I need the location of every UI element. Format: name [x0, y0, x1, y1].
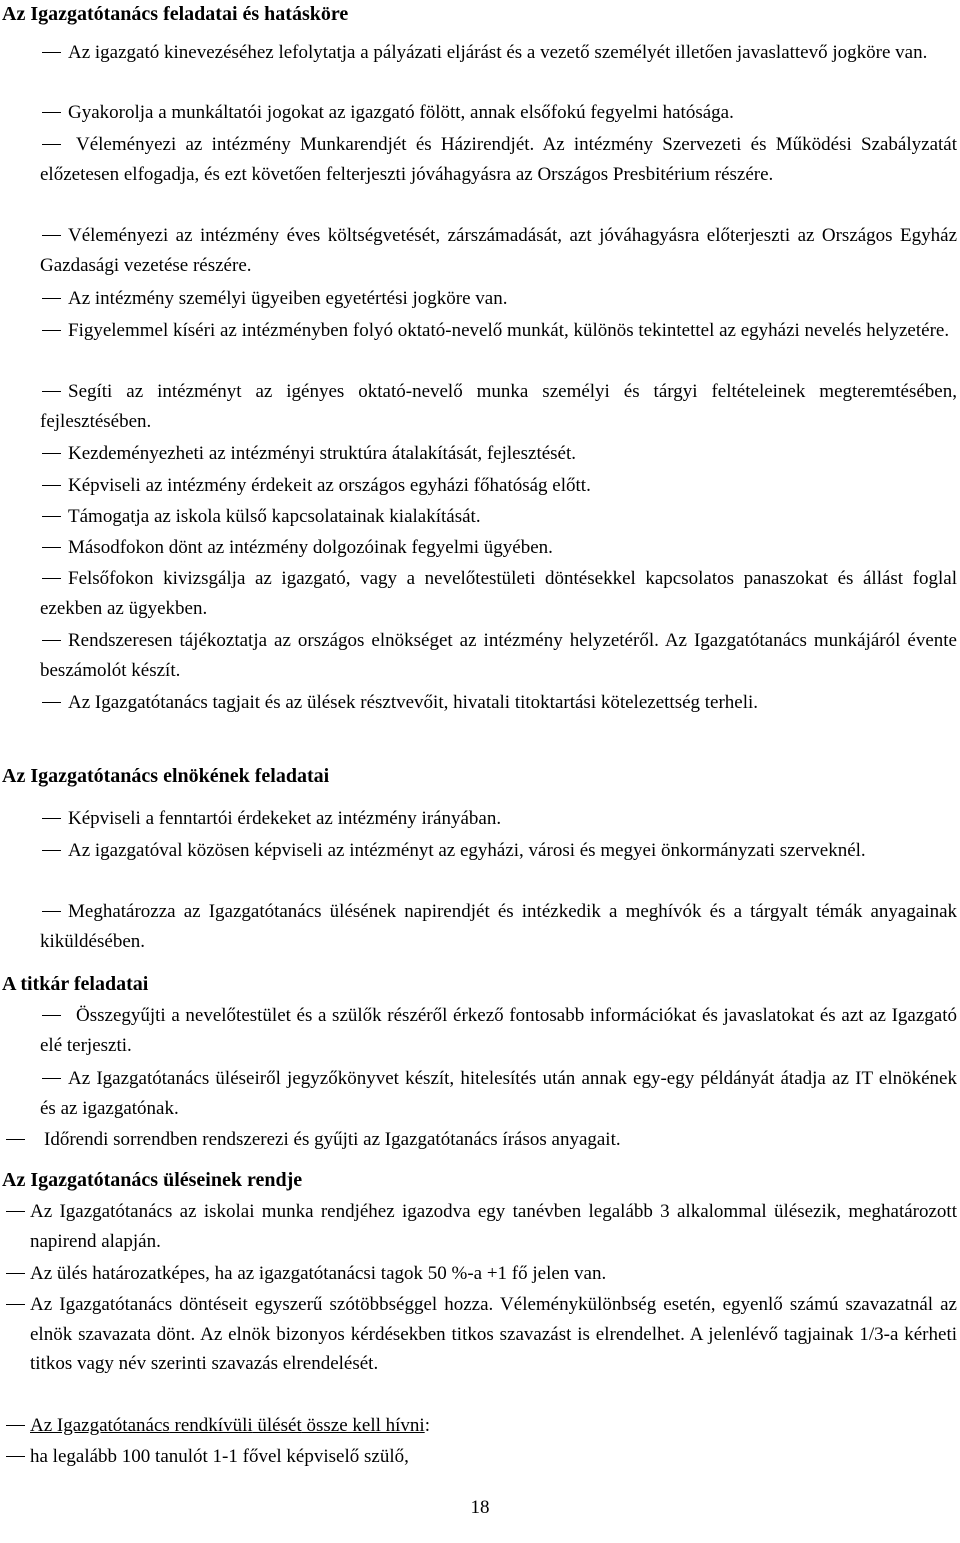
list-item: Időrendi sorrendben rendszerezi és gyűjti az Igazgatótanács írásos anyagait.: [4, 1125, 957, 1155]
list-item: Véleményezi az intézmény éves költségvetését, zárszámadását, azt jóváhagyásra előterjeszti az Országos Egyház Gazdasági vezetése részére.: [40, 225, 957, 276]
list-item: Az ülés határozatképes, ha az igazgatótanácsi tagok 50 %-a +1 fő jelen van.: [4, 1259, 957, 1289]
list-item: Az Igazgatótanács döntéseit egyszerű szótöbbséggel hozza. Véleménykülönbség esetén, egyenlő számú szavazatnál az elnök szavazata dönt. Az elnök bizonyos kérdésekben titkos szavazást is elrendelhet. A jelenlévő tagjainak 1/3-a kérheti titkos vagy név szerinti szavazás elrendelését.: [4, 1290, 957, 1379]
list-item: Figyelemmel kíséri az intézményben folyó oktató-nevelő munkát, különös tekintettel az egyházi nevelés helyzetére.: [40, 316, 957, 346]
list-item: Az Igazgatótanács üléseiről jegyzőkönyvet készít, hitelesítés után annak egy-egy példányát átadja az IT elnökének és az igazgatónak.: [40, 1068, 957, 1119]
list-item: Véleményezi az intézmény Munkarendjét és Házirendjét. Az intézmény Szervezeti és Működési Szabályzatát előzetesen elfogadja, és ezt követően felterjeszti jóváhagyásra az Országos Presbitérium részére.: [40, 134, 957, 185]
list-item: Az intézmény személyi ügyeiben egyetértési jogköre van.: [40, 284, 957, 314]
list-item: Az igazgatóval közösen képviseli az intézményt az egyházi, városi és megyei önkormányzati szerveknél.: [40, 836, 957, 866]
list-item: Felsőfokon kivizsgálja az igazgató, vagy a nevelőtestületi döntésekkel kapcsolatos panaszokat és állást foglal ezekben az ügyekben.: [40, 568, 957, 619]
list-item: Az Igazgatótanács rendkívüli ülését össze kell hívni:: [4, 1411, 957, 1441]
list-item: Az igazgató kinevezéséhez lefolytatja a pályázati eljárást és a vezető személyét illetően javaslattevő jogköre van.: [40, 38, 957, 68]
page-number: 18: [470, 1497, 490, 1518]
section-heading: Az Igazgatótanács feladatai és hatásköre: [2, 3, 349, 25]
section-heading: Az Igazgatótanács elnökének feladatai: [2, 765, 330, 787]
list-item: Az Igazgatótanács az iskolai munka rendjéhez igazodva egy tanévben legalább 3 alkalommal ülésezik, meghatározott napirend alapján.: [4, 1197, 957, 1256]
list-item: Képviseli a fenntartói érdekeket az intézmény irányában.: [40, 804, 957, 834]
list-item: Meghatározza az Igazgatótanács ülésének napirendjét és intézkedik a meghívók és a tárgyalt témák anyagainak kiküldésében.: [40, 901, 957, 952]
list-item: Másodfokon dönt az intézmény dolgozóinak fegyelmi ügyében.: [40, 533, 957, 563]
list-item: Rendszeresen tájékoztatja az országos elnökséget az intézmény helyzetéről. Az Igazgatótanács munkájáról évente beszámolót készít.: [40, 630, 957, 681]
list-item: Képviseli az intézmény érdekeit az országos egyházi főhatóság előtt.: [40, 471, 957, 501]
list-item: Az Igazgatótanács tagjait és az ülések résztvevőit, hivatali titoktartási kötelezettség terheli.: [40, 688, 957, 718]
section-heading: Az Igazgatótanács üléseinek rendje: [2, 1169, 303, 1191]
list-item: Kezdeményezheti az intézményi struktúra átalakítását, fejlesztését.: [40, 439, 957, 469]
section-heading: A titkár feladatai: [2, 973, 149, 995]
list-item: Segíti az intézményt az igényes oktató-nevelő munka személyi és tárgyi feltételeinek megteremtésében, fejlesztésében.: [40, 381, 957, 432]
list-item: Támogatja az iskola külső kapcsolatainak kialakítását.: [40, 502, 957, 532]
list-item: Összegyűjti a nevelőtestület és a szülők részéről érkező fontosabb információkat és javaslatokat és azt az Igazgató elé terjeszti.: [40, 1005, 957, 1056]
list-item: ha legalább 100 tanulót 1-1 fővel képviselő szülő,: [4, 1442, 957, 1472]
list-item: Gyakorolja a munkáltatói jogokat az igazgató fölött, annak elsőfokú fegyelmi hatósága.: [40, 98, 957, 128]
